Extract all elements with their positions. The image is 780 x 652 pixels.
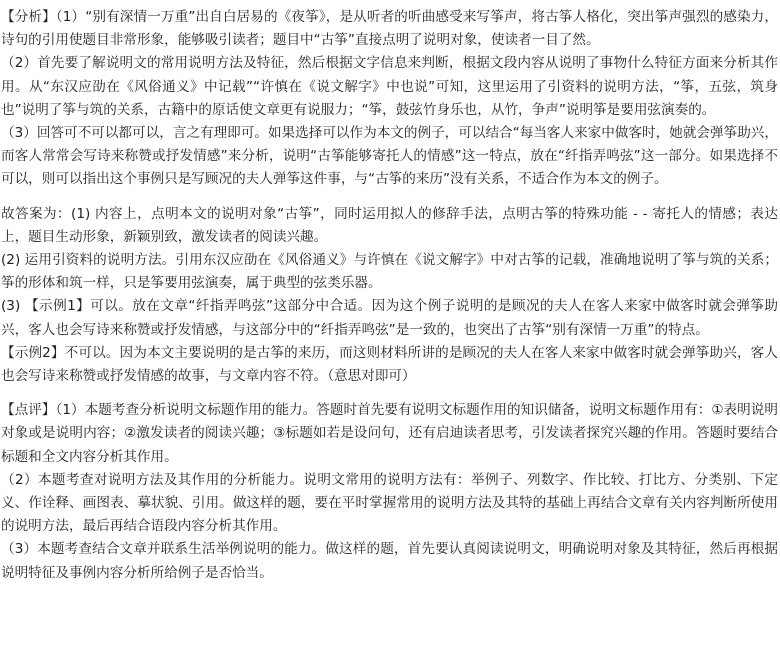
answer-paragraph-4: 【示例2】不可以。因为本文主要说明的是古筝的来历，而这则材料所讲的是顾况的夫人在客人来家中做客时就会弹筝助兴，客人也会写诗来称赞或抒发情感的故事，与文章内容不符。（意思对即可）	[1, 344, 778, 385]
section-spacer	[1, 388, 778, 399]
answer-paragraph-1: 故答案为：(1) 内容上，点明本文的说明对象“古筝”，同时运用拟人的修辞手法，点明古筝的特殊功能 - - 寄托人的情感；表达上，题目生动形象，新颖别致，激发读者的阅读兴趣。	[1, 205, 778, 245]
answer-paragraph-3: (3) 【示例1】可以。放在文章“纤指弄鸣弦”这部分中合适。因为这个例子说明的是顾况的夫人在客人来家中做客时就会弹筝助兴，客人也会写诗来称赞或抒发情感，与这部分中的“纤指弄鸣弦”是一致的，也突出了古筝“别有深情一万重”的特点。	[1, 298, 778, 338]
comment-paragraph-3: （3）本题考查结合文章并联系生活举例说明的能力。做这样的题，首先要认真阅读说明文，明确说明对象及其特征，然后再根据说明特征及事例内容分析所给例子是否恰当。	[1, 541, 778, 581]
section-spacer	[1, 192, 778, 203]
comment-paragraph-2: （2）本题考查对说明方法及其作用的分析能力。说明文常用的说明方法有：举例子、列数字、作比较、打比方、分类别、下定义、作诠释、画图表、摹状貌、引用。做这样的题，要在平时掌握常用的说明方法及其特的基础上再结合文章有关内容判断所使用的说明方法，最后再结合语段内容分析其作用。	[1, 471, 778, 535]
comment-paragraph-1: 【点评】（1）本题考查分析说明文标题作用的能力。答题时首先要有说明文标题作用的知识储备，说明文标题作用有：①表明说明对象或是说明内容；②激发读者的阅读兴趣；③标题如若是设问句，还有启迪读者思考，引发读者探究兴趣的作用。答题时要结合标题和全文内容分析其作用。	[1, 402, 778, 465]
analysis-paragraph-3: （3）回答可不可以都可以，言之有理即可。如果选择可以作为本文的例子，可以结合“每当客人来家中做客时，她就会弹筝助兴，而客人常常会写诗来称赞或抒发情感”来分析，说明“古筝能够寄托人的情感”这一特点，放在“纤指弄鸣弦”这一部分。如果选择不可以，则可以指出这个事例只是写顾况的夫人弹筝这件事，与“古筝的来历”没有关系，不适合作为本文的例子。	[1, 125, 778, 188]
analysis-paragraph-2: （2）首先要了解说明文的常用说明方法及特征，然后根据文字信息来判断，根据文段内容从说明了事物什么特征方面来分析其作用。从“东汉应劭在《风俗通义》中记载”“许慎在《说文解字》中也说”可知，这里运用了引资料的说明方法，“筝，五弦，筑身也”说明了筝与筑的关系，古籍中的原话使文章更有说服力；“筝，鼓弦竹身乐也，从竹，争声”说明筝是要用弦演奏的。	[1, 55, 778, 118]
analysis-paragraph-1: 【分析】（1）“别有深情一万重”出自白居易的《夜筝》，是从听者的听曲感受来写筝声，将古筝人格化，突出筝声强烈的感染力，诗句的引用使题目非常形象，能够吸引读者；题目中“古筝”直接点明了说明对象，使读者一目了然。	[1, 9, 778, 49]
answer-paragraph-2: (2) 运用引资料的说明方法。引用东汉应劭在《风俗通义》与许慎在《说文解字》中对古筝的记载，准确地说明了筝与筑的关系；筝的形体和筑一样，只是筝要用弦演奏，属于典型的弦类乐器。	[1, 252, 778, 292]
